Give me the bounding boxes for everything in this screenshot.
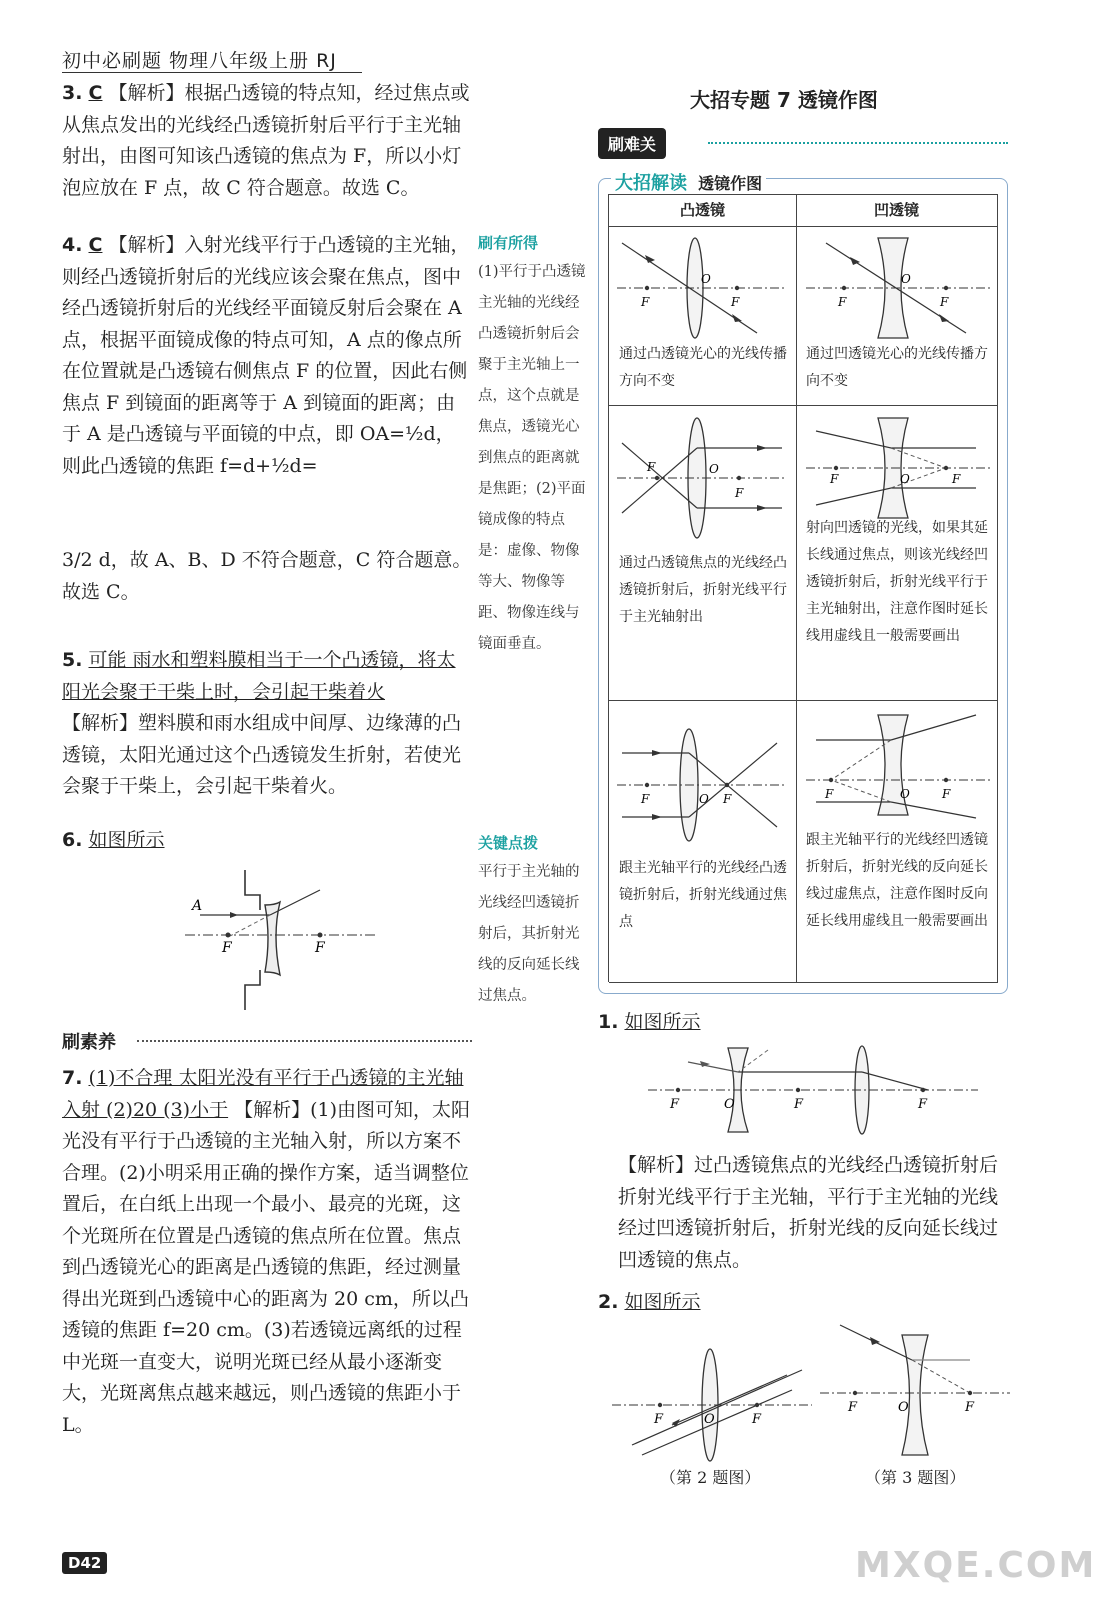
rq2-block [598, 1287, 701, 1319]
header-title: 初中必刷题 物理八年级上册 RJ [62, 50, 337, 72]
lbl-F: F [752, 1412, 762, 1427]
diagram-convex-focus [617, 413, 787, 543]
page-number: D42 [62, 1552, 107, 1574]
lbl-O: O [900, 787, 910, 801]
q4-answer: C [88, 234, 103, 256]
header-underline [62, 72, 362, 73]
lbl-F: F [731, 295, 740, 309]
lbl-O: O [699, 792, 709, 806]
side-note-1 [478, 232, 588, 660]
lbl-O: O [701, 272, 711, 286]
q4-text: 【解析】入射光线平行于凸透镜的主光轴，则经凸透镜折射后的光线应该会聚在焦点，图中经凸透镜折射后的光线经平面镜反射后会聚在 A 点，根据平面镜成像的特点可知，A 点的像点所在位置就是凸透镜右侧焦点 F 的位置，因此右侧焦点 F 到镜面的距离等于 A 到镜面的距离；由于 A 是凸透镜与平面镜的中点，即 OA=½d，则此凸透镜的焦距 f=d+½d= [62, 234, 470, 477]
rq1-text: 如图所示 [624, 1011, 701, 1033]
difficulty-badge-row [598, 128, 1008, 158]
diagram-convex-center [617, 233, 787, 343]
lbl-F: F [723, 792, 732, 806]
q6-text: 如图所示 [88, 829, 165, 851]
rq1-block [598, 1007, 701, 1039]
table-subtitle-row [611, 169, 766, 195]
lbl-O: O [898, 1400, 909, 1415]
q6-label-A: A [192, 898, 203, 914]
cell-r2c2-text: 射向凹透镜的光线，如果其延长线通过焦点，则该光线经凹透镜折射后，折射光线平行于主光轴射出，注意作图时延长线用虚线且一般需要画出 [806, 520, 988, 644]
q6-label-F-right: F [315, 940, 325, 956]
q7-answer: (1)不合理 太阳光没有平行于凸透镜的主光轴入射 (2)20 (3)小于 [62, 1067, 464, 1121]
lbl-F: F [794, 1097, 804, 1112]
lbl-O: O [724, 1097, 735, 1112]
watermark: MXQE.COM [855, 1545, 1096, 1586]
cell-r1c1-text: 通过凸透镜光心的光线传播方向不变 [619, 346, 787, 389]
q3-block [62, 78, 472, 204]
table-header-convex [609, 195, 797, 227]
table-subtitle: 大招解读 [615, 173, 687, 194]
shusuyang-label: 刷素养 [62, 1032, 116, 1053]
lbl-O: O [901, 272, 911, 286]
lbl-F: F [838, 295, 847, 309]
rq2-text: 如图所示 [624, 1291, 701, 1313]
side-note-2-text: 平行于主光轴的光线经凹透镜折射后，其折射光线的反向延长线过焦点。 [478, 864, 580, 1004]
lbl-F: F [825, 787, 834, 801]
q5-block [62, 645, 472, 803]
q5-answer: 可能 雨水和塑料膜相当于一个凸透镜，将太阳光会聚于干柴上时，会引起干柴着火 [62, 649, 456, 703]
q3-answer: C [88, 82, 103, 104]
lbl-F: F [654, 1412, 664, 1427]
table-subtitle-2: 透镜作图 [698, 174, 763, 193]
cell-r3c2-text: 跟主光轴平行的光线经凹透镜折射后，折射光线的反向延长线过虚焦点，注意作图时反向延长线用虚线且一般需要画出 [806, 832, 988, 929]
rq1-diagram [648, 1040, 978, 1140]
side-note-1-text: (1)平行于凸透镜主光轴的光线经凸透镜折射后会聚于主光轴上一点，这个点就是焦点，透镜光心到焦点的距离就是焦距；(2)平面镜成像的特点是：虚像、物像等大、物像等距、物像连线与镜面垂直。 [478, 264, 586, 652]
q6-label-F-left: F [222, 940, 232, 956]
q7-text: 【解析】(1)由图可知，太阳光没有平行于凸透镜的主光轴入射，所以方案不合理。(2)小明采用正确的操作方案，适当调整位置后，在白纸上出现一个最小、最亮的光斑，这个光斑所在位置是凸透镜的焦点所在位置。焦点到凸透镜光心的距离是凸透镜的焦距，经过测量得出光斑到凸透镜中心的距离为 20 cm，所以凸透镜的焦距 f=20 cm。(3)若透镜远离纸的过程中光斑一直变大，说明光斑已经从最小逐渐变大，光斑离焦点越来越远，则凸透镜的焦距小于 L。 [62, 1098, 471, 1436]
q6-number: 6. [62, 829, 83, 851]
q3-number: 3. [62, 82, 83, 104]
shusuyang-dots [137, 1040, 472, 1042]
rq1-number: 1. [598, 1011, 619, 1033]
q5-number: 5. [62, 649, 83, 671]
lbl-F: F [952, 472, 961, 486]
section-title: 大招专题 7 透镜作图 [690, 88, 878, 112]
q7-block [62, 1063, 472, 1441]
diagram-concave-parallel [806, 710, 991, 820]
lbl-F: F [830, 472, 839, 486]
lbl-F: F [942, 787, 951, 801]
badge-shuananguan: 刷难关 [598, 128, 666, 159]
q4-number: 4. [62, 234, 83, 256]
diagram-convex-parallel [617, 725, 787, 845]
q4-block [62, 230, 472, 482]
rq2-diagram-left [612, 1345, 812, 1465]
lbl-F: F [641, 792, 650, 806]
cell-r3c1-text: 跟主光轴平行的光线经凸透镜折射后，折射光线通过焦点 [619, 860, 787, 930]
q7-number: 7. [62, 1067, 83, 1089]
table-header-concave-text: 凹透镜 [873, 201, 919, 219]
side-note-2-title: 关键点拨 [478, 834, 539, 852]
q4-text-cont [62, 545, 472, 608]
q5-text: 【解析】塑料膜和雨水组成中间厚、边缘薄的凸透镜，太阳光通过这个凸透镜发生折射，若使光会聚于干柴上，会引起干柴着火。 [62, 712, 462, 797]
diagram-concave-center [806, 233, 991, 343]
cell-r2c1-text: 通过凸透镜焦点的光线经凸透镜折射后，折射光线平行于主光轴射出 [619, 555, 787, 625]
q3-text: 【解析】根据凸透镜的特点知，经过焦点或从焦点发出的光线经凸透镜折射后平行于主光轴射出，由图可知该凸透镜的焦点为 F，所以小灯泡应放在 F 点，故 C 符合题意。故选 C。 [62, 82, 470, 199]
rq2-number: 2. [598, 1291, 619, 1313]
q6-diagram [180, 860, 380, 1020]
lbl-F: F [940, 295, 949, 309]
rq3-caption: （第 3 题图） [865, 1468, 966, 1487]
rq1-explain: 【解析】过凸透镜焦点的光线经凸透镜折射后折射光线平行于主光轴，平行于主光轴的光线经过凹透镜折射后，折射光线的反向延长线过凹透镜的焦点。 [618, 1154, 999, 1271]
lbl-O: O [709, 462, 719, 476]
badge-dots [708, 142, 1008, 144]
lens-table [608, 194, 998, 982]
cell-r1c2-text: 通过凹透镜光心的光线传播方向不变 [806, 346, 988, 389]
q6-block [62, 825, 472, 857]
lbl-O: O [900, 472, 910, 486]
table-header-concave [796, 195, 998, 227]
table-header-convex-text: 凸透镜 [679, 201, 725, 219]
lbl-F: F [641, 295, 650, 309]
lbl-F: F [918, 1097, 928, 1112]
lbl-O: O [704, 1412, 715, 1427]
side-note-2 [478, 832, 588, 1012]
rq3-diagram-right [820, 1315, 1010, 1465]
diagram-concave-focus [806, 413, 991, 523]
lbl-F: F [848, 1400, 858, 1415]
lbl-F: F [735, 486, 744, 500]
side-note-1-title: 刷有所得 [478, 234, 539, 252]
lbl-F: F [670, 1097, 680, 1112]
lbl-F: F [647, 460, 656, 474]
rq2-caption: （第 2 题图） [660, 1468, 761, 1487]
lbl-F: F [965, 1400, 975, 1415]
q4-text2: 3/2 d，故 A、B、D 不符合题意，C 符合题意。故选 C。 [62, 549, 472, 603]
shusuyang-heading [62, 1028, 472, 1054]
